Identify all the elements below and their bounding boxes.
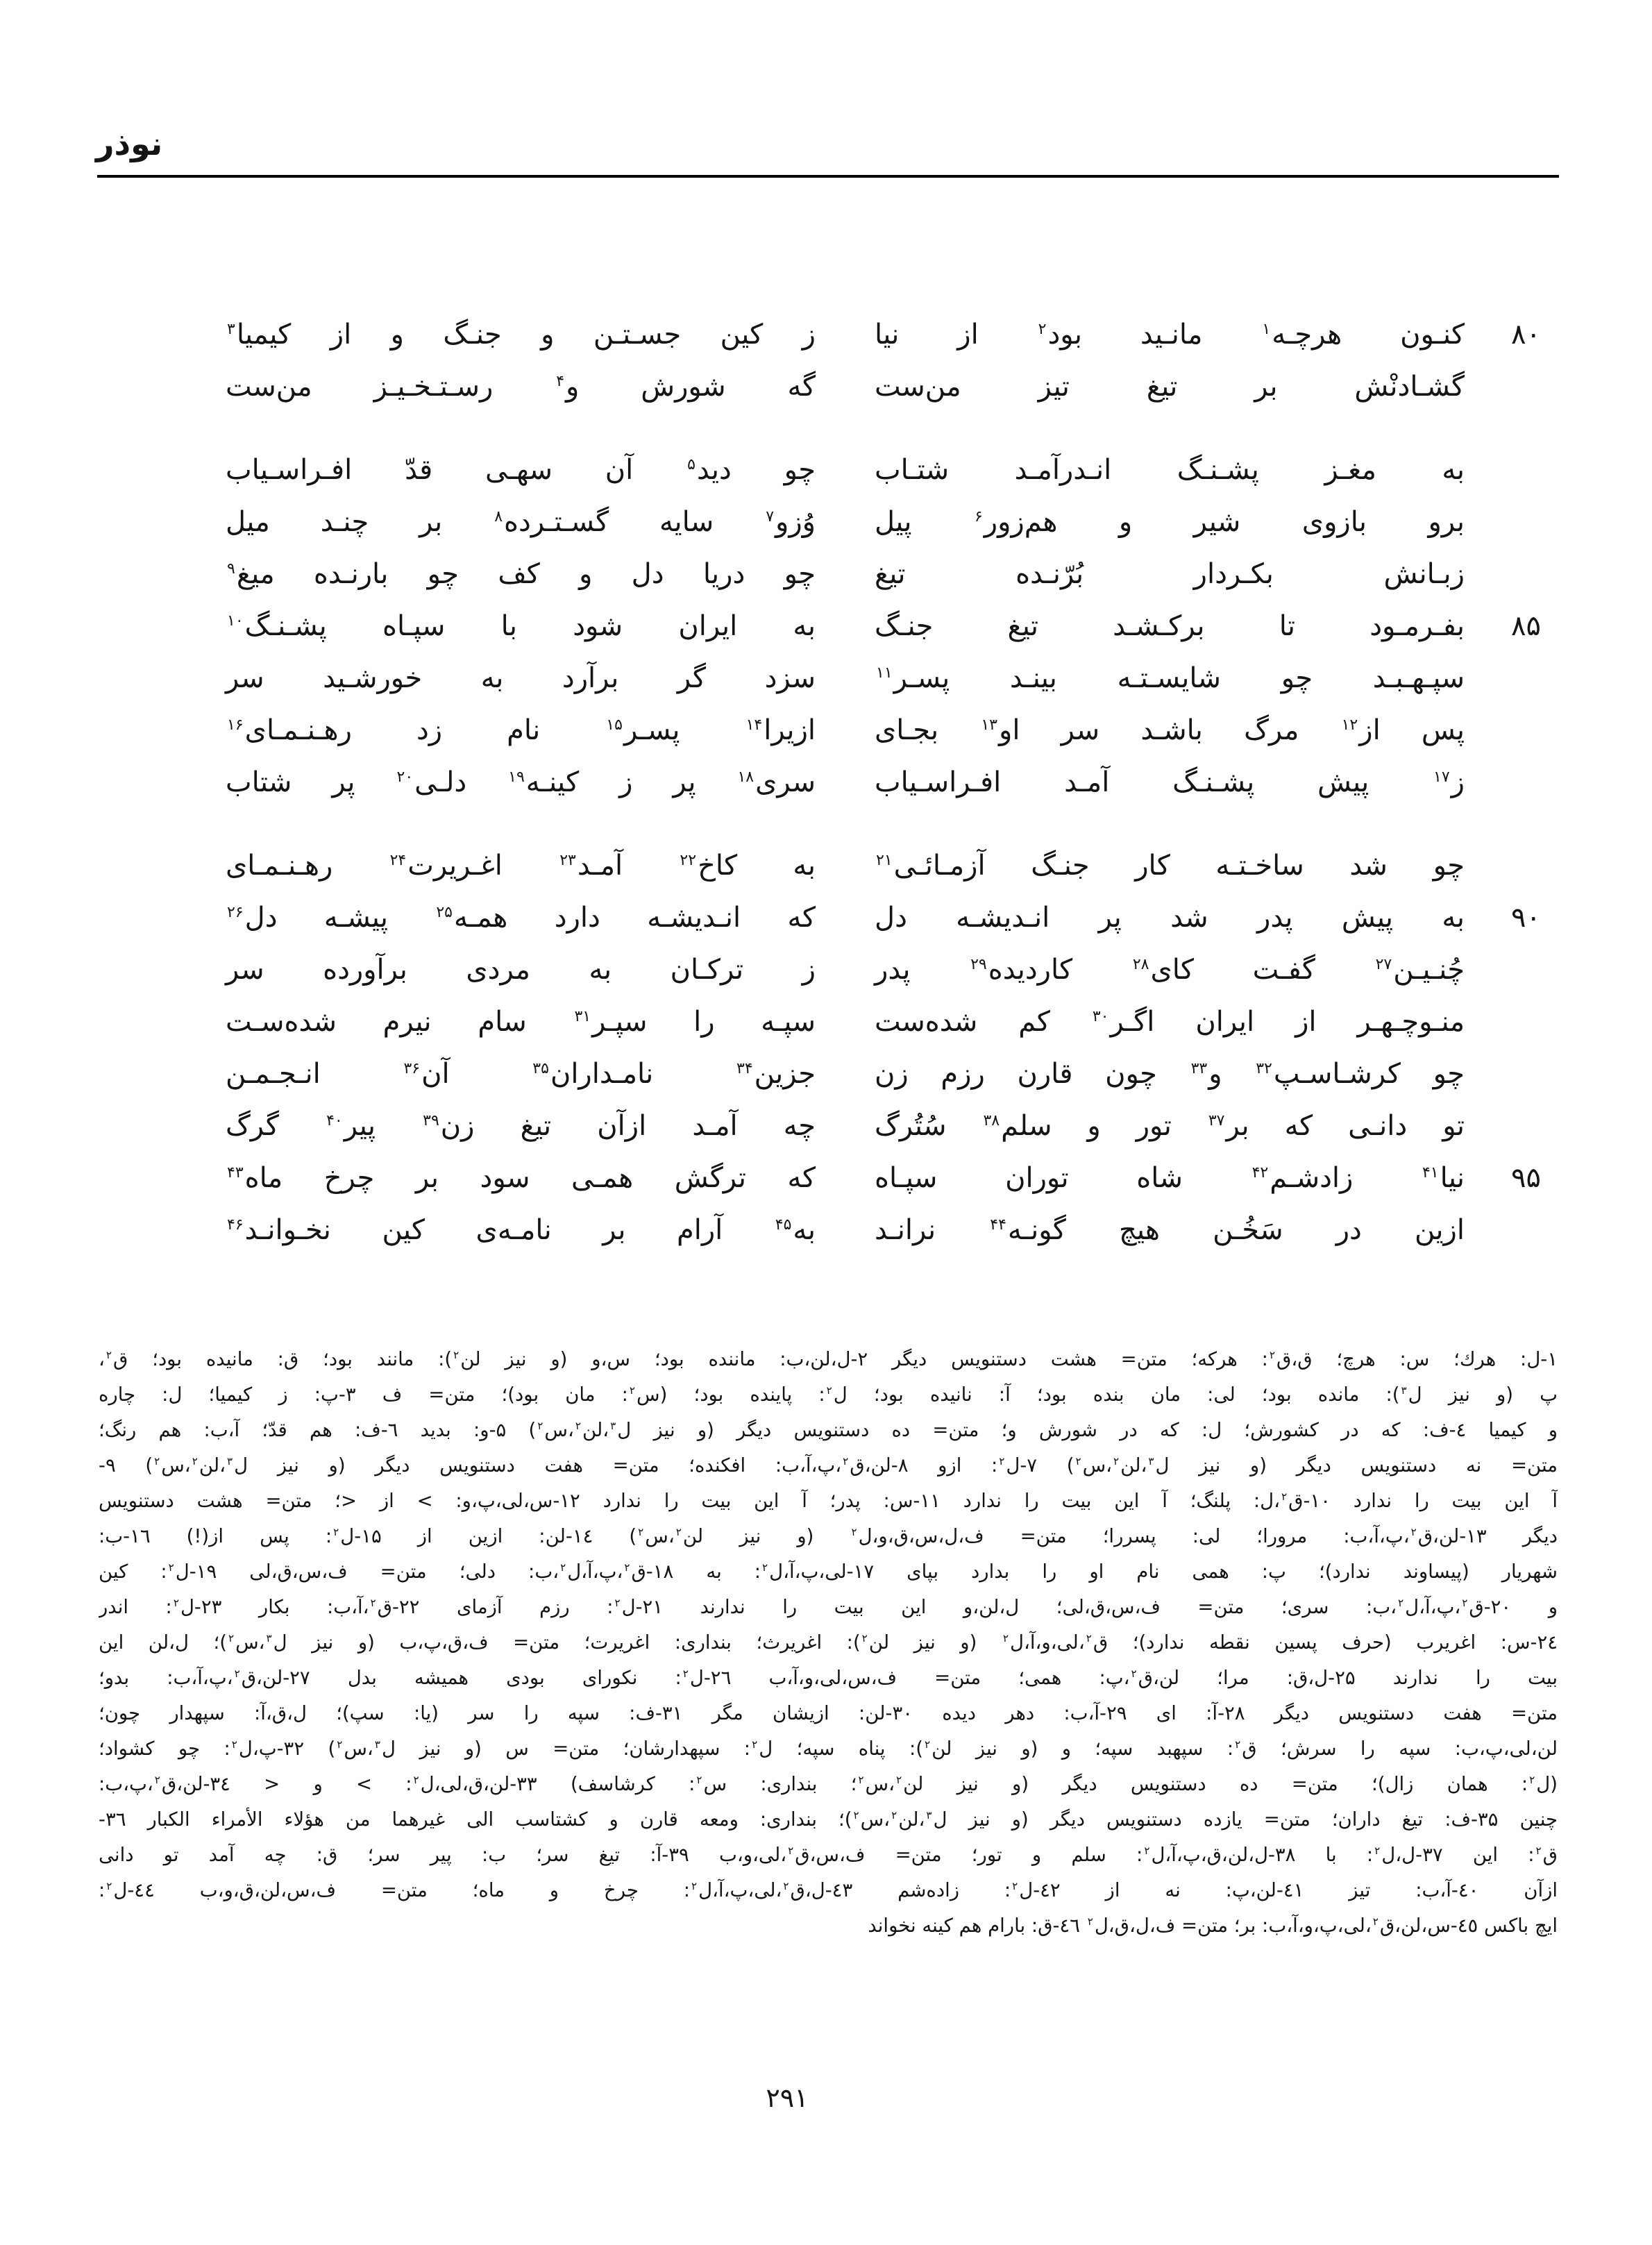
poem-group-2 xyxy=(226,444,1541,809)
verse-number: ۹۰ xyxy=(1511,902,1541,934)
verse-number xyxy=(1465,757,1541,809)
hemistich-left: که انـدیشـه دارد همـه$^{۲۵}$ پیشـه دل$^{۲۶}$ xyxy=(227,902,816,934)
verse-number xyxy=(1465,444,1541,496)
hemistich-left: گه شورش و$^۴$ رسـتـخـیـز من‌ست xyxy=(226,371,816,403)
verse-number xyxy=(1465,996,1541,1048)
couplet-row xyxy=(229,309,1541,361)
hemistich-right: تو دانـی که بر$^{۳۷}$ تور و سلم$^{۳۸}$ سُتُرگ xyxy=(875,1110,1465,1142)
verse-number xyxy=(1465,1204,1541,1256)
hemistich-right: منـوچـهـر از ایران اگـر$^{۳۰}$ کم شده‌ست xyxy=(875,1006,1465,1038)
couplet-row xyxy=(226,944,1541,996)
page-number: ۲۹۱ xyxy=(766,2083,809,2113)
verse-number xyxy=(1465,653,1541,705)
couplet-row xyxy=(229,705,1541,757)
verse-number xyxy=(1465,548,1541,600)
couplet-row xyxy=(226,1048,1541,1100)
hemistich-left: ز ترکـان به مردی برآورده سر xyxy=(226,954,816,986)
hemistich-right: چو کرشـاسـپ$^{۳۲}$ و$^{۳۳}$ چون قارن رزم زن xyxy=(875,1058,1465,1090)
couplet-row xyxy=(226,757,1541,809)
footnote-line: چنین ۳۵-ف: تیغ داران؛ متن= یازده دستنویس دیگر (و نیز ل$^۳$،لن$^۲$،س$^۲$)؛ بنداری: ومعه قارن و کشتاسب الی غیرهما من هؤلاء الأمراء الکبار ۳٦- xyxy=(99,1808,1558,1831)
couplet-row xyxy=(229,1204,1541,1256)
couplet-row xyxy=(226,496,1541,548)
couplet-row xyxy=(229,892,1541,944)
hemistich-right: چو شد ساخـتـه کار جنـگ آزمـائـی$^{۲۱}$ xyxy=(876,850,1465,882)
verse-number xyxy=(1465,361,1541,413)
hemistich-left: که ترگش همـی سود بر چرخ ماه$^{۴۳}$ xyxy=(227,1162,816,1194)
hemistich-left: به ایران شود با سپـاه پشـنـگ$^{۱۰}$ xyxy=(227,610,816,642)
couplet-row xyxy=(226,361,1541,413)
hemistich-left: سری$^{۱۸}$ پر ز کینـه$^{۱۹}$ دلـی$^{۲۰}$ پر شتاب xyxy=(226,766,816,798)
hemistich-right: ازین در سَخُـن هیچ گونـه$^{۴۴}$ نرانـد xyxy=(875,1214,1465,1246)
hemistich-left: سزد گر برآرد به خورشـید سر xyxy=(226,662,816,694)
hemistich-right: پس از$^{۱۲}$ مرگ باشـد سر او$^{۱۳}$ بجـای xyxy=(875,714,1465,746)
footnote-line: شهریار (پیساوند ندارد)؛ پ: همی نام او را بدارد بپای ۱۷-لی،پ،آ،ل$^۲$: به ۱۸-ق$^۲$،پ،آ،ل$^۲$،ب: دلی؛ متن= ف،س،ق،لی ۱۹-ل$^۲$: کین xyxy=(99,1561,1558,1583)
footnote-line: (ل$^۲$: همان زال)؛ متن= ده دستنویس دیگر (و نیز لن$^۲$،س$^۲$؛ بنداری: س$^۲$: کرشاسف) ۳۳-لن،ق،لی،ل$^۲$: > و < ۳٤-لن،ق$^۲$،پ،ب: xyxy=(99,1773,1558,1795)
hemistich-right: سپـهـبـد چو شایسـتـه بینـد پسـر$^{۱۱}$ xyxy=(876,662,1465,694)
hemistich-right: به پیش پدر شد پر انـدیشـه دل xyxy=(875,902,1465,934)
verse-number: ۸۵ xyxy=(1511,610,1541,642)
footnote-line: آ این بیت را ندارد ۱۰-ق$^۲$،ل: پلنگ؛ آ این بیت را ندارد ۱۱-س: پدر؛ آ این بیت را ندارد ۱۲-س،لی،پ،و: > از <؛ متن= هشت دستنویس xyxy=(99,1490,1558,1512)
section-header-title: نوذر xyxy=(96,125,163,162)
footnote-line: ایچ باکس ٤٥-س،لن،ق$^۲$،لی،پ،و،آ،ب: بر؛ متن= ف،ل،ق،ل$^۲$ ٤٦-ق: بارام هم کینه نخواند xyxy=(868,1915,1558,1937)
footnote-line: ۲٤-س: اغریرب (حرف پسین نقطه ندارد)؛ ق$^۲$،لی،و،آ،ل$^۲$ (و نیز لن$^۲$): اغریرث؛ بنداری: اغریرت؛ متن= ف،ق،پ،ب (و نیز ل$^۳$،س$^۲$)؛ ل،لن این xyxy=(99,1631,1558,1654)
footnote-line: لن،لی،پ،ب: سپه را سرش؛ ق$^۲$: سپهبد سپه؛ و (و نیز لن$^۲$): پناه سپه؛ ل$^۲$: سپهدارشان؛ متن= س (و نیز ل$^۳$،س$^۲$) ۳۲-پ،ل$^۲$: چو کشواد؛ xyxy=(99,1738,1558,1760)
header-rule xyxy=(97,175,1559,178)
footnote-line: و ۲۰-ق$^۲$،پ،آ،ل$^۲$،ب: سری؛ متن= ف،س،ق،لی؛ ل،لن،و این بیت را ندارند ۲۱-ل$^۲$: رزم آزمای ۲۲-ق$^۲$،آ،ب: بکار ۲۳-ل$^۲$: اندر xyxy=(99,1596,1558,1618)
hemistich-left: وُزو$^۷$ سایه گسـتـرده$^۸$ بر چنـد میل xyxy=(226,506,816,538)
couplet-row xyxy=(226,653,1541,705)
footnote-line: ۱-ل: هرك؛ س: هرچ؛ ق،ق$^۲$: هرکه؛ متن= هشت دستنویس دیگر ۲-ل،لن،ب: ماننده بود؛ س،و (و نیز لن$^۲$): مانند بود؛ ق: مانیده بود؛ ق$^۲$، xyxy=(99,1348,1558,1370)
couplet-row xyxy=(226,444,1541,496)
poem-group-3 xyxy=(226,840,1541,1256)
verse-number xyxy=(1465,840,1541,892)
footnote-line: بیت را ندارند ۲۵-ل،ق: مرا؛ لن،ق$^۲$،پ: همی؛ متن= ف،س،لی،و،آ،ب ۲٦-ل$^۲$: نکورای بودی همیشه بدل ۲۷-لن،ق$^۲$،پ،آ،ب: بدو؛ xyxy=(99,1667,1558,1689)
footnote-line: دیگر ۱۳-لن،ق$^۲$،پ،آ،ب: مرورا؛ لی: پسررا؛ متن= ف،ل،س،ق،و،ل$^۲$ (و نیز لن$^۲$،س$^۲$) ۱٤-لن: ازین از ۱۵-ل$^۲$: پس از(!) ۱٦-ب: xyxy=(99,1525,1558,1547)
verse-number xyxy=(1465,496,1541,548)
hemistich-right: چُنـیـن$^{۲۷}$ گفـت کای$^{۲۸}$ کاردیده$^{۲۹}$ پدر xyxy=(875,954,1465,986)
hemistich-right: به مغـز پشـنـگ انـدرآمـد شتـاب xyxy=(875,454,1465,486)
hemistich-left: به$^{۴۵}$ آرام بر نامـه‌ی کین نخـوانـد$^{۴۶}$ xyxy=(227,1214,816,1246)
hemistich-left: سپـه را سپـر$^{۳۱}$ سام نیرم شده‌سـت xyxy=(226,1006,816,1038)
couplet-row xyxy=(226,996,1541,1048)
hemistich-right: ز$^{۱۷}$ پیش پشـنـگ آمـد افـراسـیاب xyxy=(875,766,1465,798)
footnote-line: و کیمیا ٤-ف: که در کشورش؛ ل: که در شورش و؛ متن= ده دستنویس دیگر (و نیز ل$^۳$،لن$^۲$،س$^۲$) ۵-و: بدید ٦-ف: هم قدّ؛ آ،ب: هم رنگ؛ xyxy=(99,1419,1558,1441)
footnote-line: متن= هفت دستنویس دیگر ۲۸-آ: ای ۲۹-آ،ب: دهر دیده ۳۰-لن: ازیشان مگر ۳۱-ف: سپه را سر (یا: سپ)؛ ل،ق،آ: سپهدار چون؛ xyxy=(99,1702,1558,1724)
hemistich-right: زبـانش بکـردار بُرّنـده تیغ xyxy=(875,558,1465,590)
couplet-row xyxy=(229,548,1541,600)
verse-number: ۸۰ xyxy=(1511,319,1541,351)
hemistich-right: بفـرمـود تا برکـشـد تیغ جنـگ xyxy=(875,610,1465,642)
footnote-line: ازآن ٤٠-آ،ب: تیز ٤١-لن،پ: نه از ٤٢-ل$^۲$: زاده‌شم ٤٣-ل،ق$^۲$،لی،پ،آ،ل$^۲$: چرخ و ماه؛ متن= ف،س،لن،ق،و،ب ٤٤-ل$^۲$: xyxy=(99,1879,1558,1901)
poem-group-1 xyxy=(226,309,1541,413)
verse-number xyxy=(1465,1100,1541,1152)
couplet-row xyxy=(226,840,1541,892)
couplet-row xyxy=(229,600,1541,653)
verse-number xyxy=(1465,1048,1541,1100)
hemistich-left: چو دید$^۵$ آن سهـی قدّ افـراسـیاب xyxy=(226,454,816,486)
verse-number xyxy=(1465,944,1541,996)
hemistich-right: برو بازوی شیر و هم‌زور$^۶$ پیل xyxy=(875,506,1465,538)
hemistich-left: به کاخ$^{۲۲}$ آمـد$^{۲۳}$ اغـریرت$^{۲۴}$ رهـنـمـای xyxy=(226,850,816,882)
footnote-line: ق$^۲$: این ۳۷-ل،ل$^۲$: با ۳۸-ل،لن،ق،پ،آ،ل$^۲$: سلم و تور؛ متن= ف،س،ق$^۲$،لی،و،ب ۳۹-آ: تیغ سر؛ ب: پیر سر؛ ق: چه آمد تو دانی xyxy=(99,1844,1558,1866)
hemistich-left: چه آمـد ازآن تیغ زن$^{۳۹}$ پیر$^{۴۰}$ گرگ xyxy=(226,1110,816,1142)
footnote-line: متن= نه دستنویس دیگر (و نیز ل$^۳$،لن$^۲$،س$^۲$) ۷-ل$^۲$: ازو ۸-لن،ق$^۲$،پ،آ،ب: افکنده؛ متن= هفت دستنویس دیگر (و نیز ل$^۳$،لن$^۲$،س$^۲$) ۹- xyxy=(99,1454,1558,1477)
couplet-row xyxy=(229,1152,1541,1204)
hemistich-left: ازیرا$^{۱۴}$ پسـر$^{۱۵}$ نام زد رهـنـمـای$^{۱۶}$ xyxy=(227,714,816,746)
footnote-line: پ (و نیز ل$^۳$): مانده بود؛ لی: مان بنده بود؛ آ: نانیده بود؛ ل$^۲$: پاینده بود؛ (س$^۲$: مان بود)؛ متن= ف ۳-پ: ز کیمیا؛ ل: چاره xyxy=(99,1384,1558,1406)
couplet-row xyxy=(226,1100,1541,1152)
hemistich-left: ز کین جسـتـن و جنـگ و از کیمیا$^۳$ xyxy=(227,319,816,351)
hemistich-left: جزین$^{۳۴}$ نامـداران$^{۳۵}$ آن$^{۳۶}$ انـجـمـن xyxy=(226,1058,816,1090)
hemistich-right: نیا$^{۴۱}$ زادشـم$^{۴۲}$ شاه توران سپـاه xyxy=(875,1162,1465,1194)
poem-section xyxy=(226,309,1541,1256)
critical-apparatus xyxy=(99,1342,1558,1944)
hemistich-left: چو دریا دل و کف چو بارنـده میغ$^۹$ xyxy=(227,558,816,590)
verse-number: ۹۵ xyxy=(1511,1162,1541,1194)
hemistich-right: کنـون هرچـه$^۱$ مانـید بود$^۲$ از نیا xyxy=(875,319,1465,351)
hemistich-right: گشـادنْش بر تیغ تیز من‌ست xyxy=(875,371,1465,403)
verse-number xyxy=(1465,705,1541,757)
